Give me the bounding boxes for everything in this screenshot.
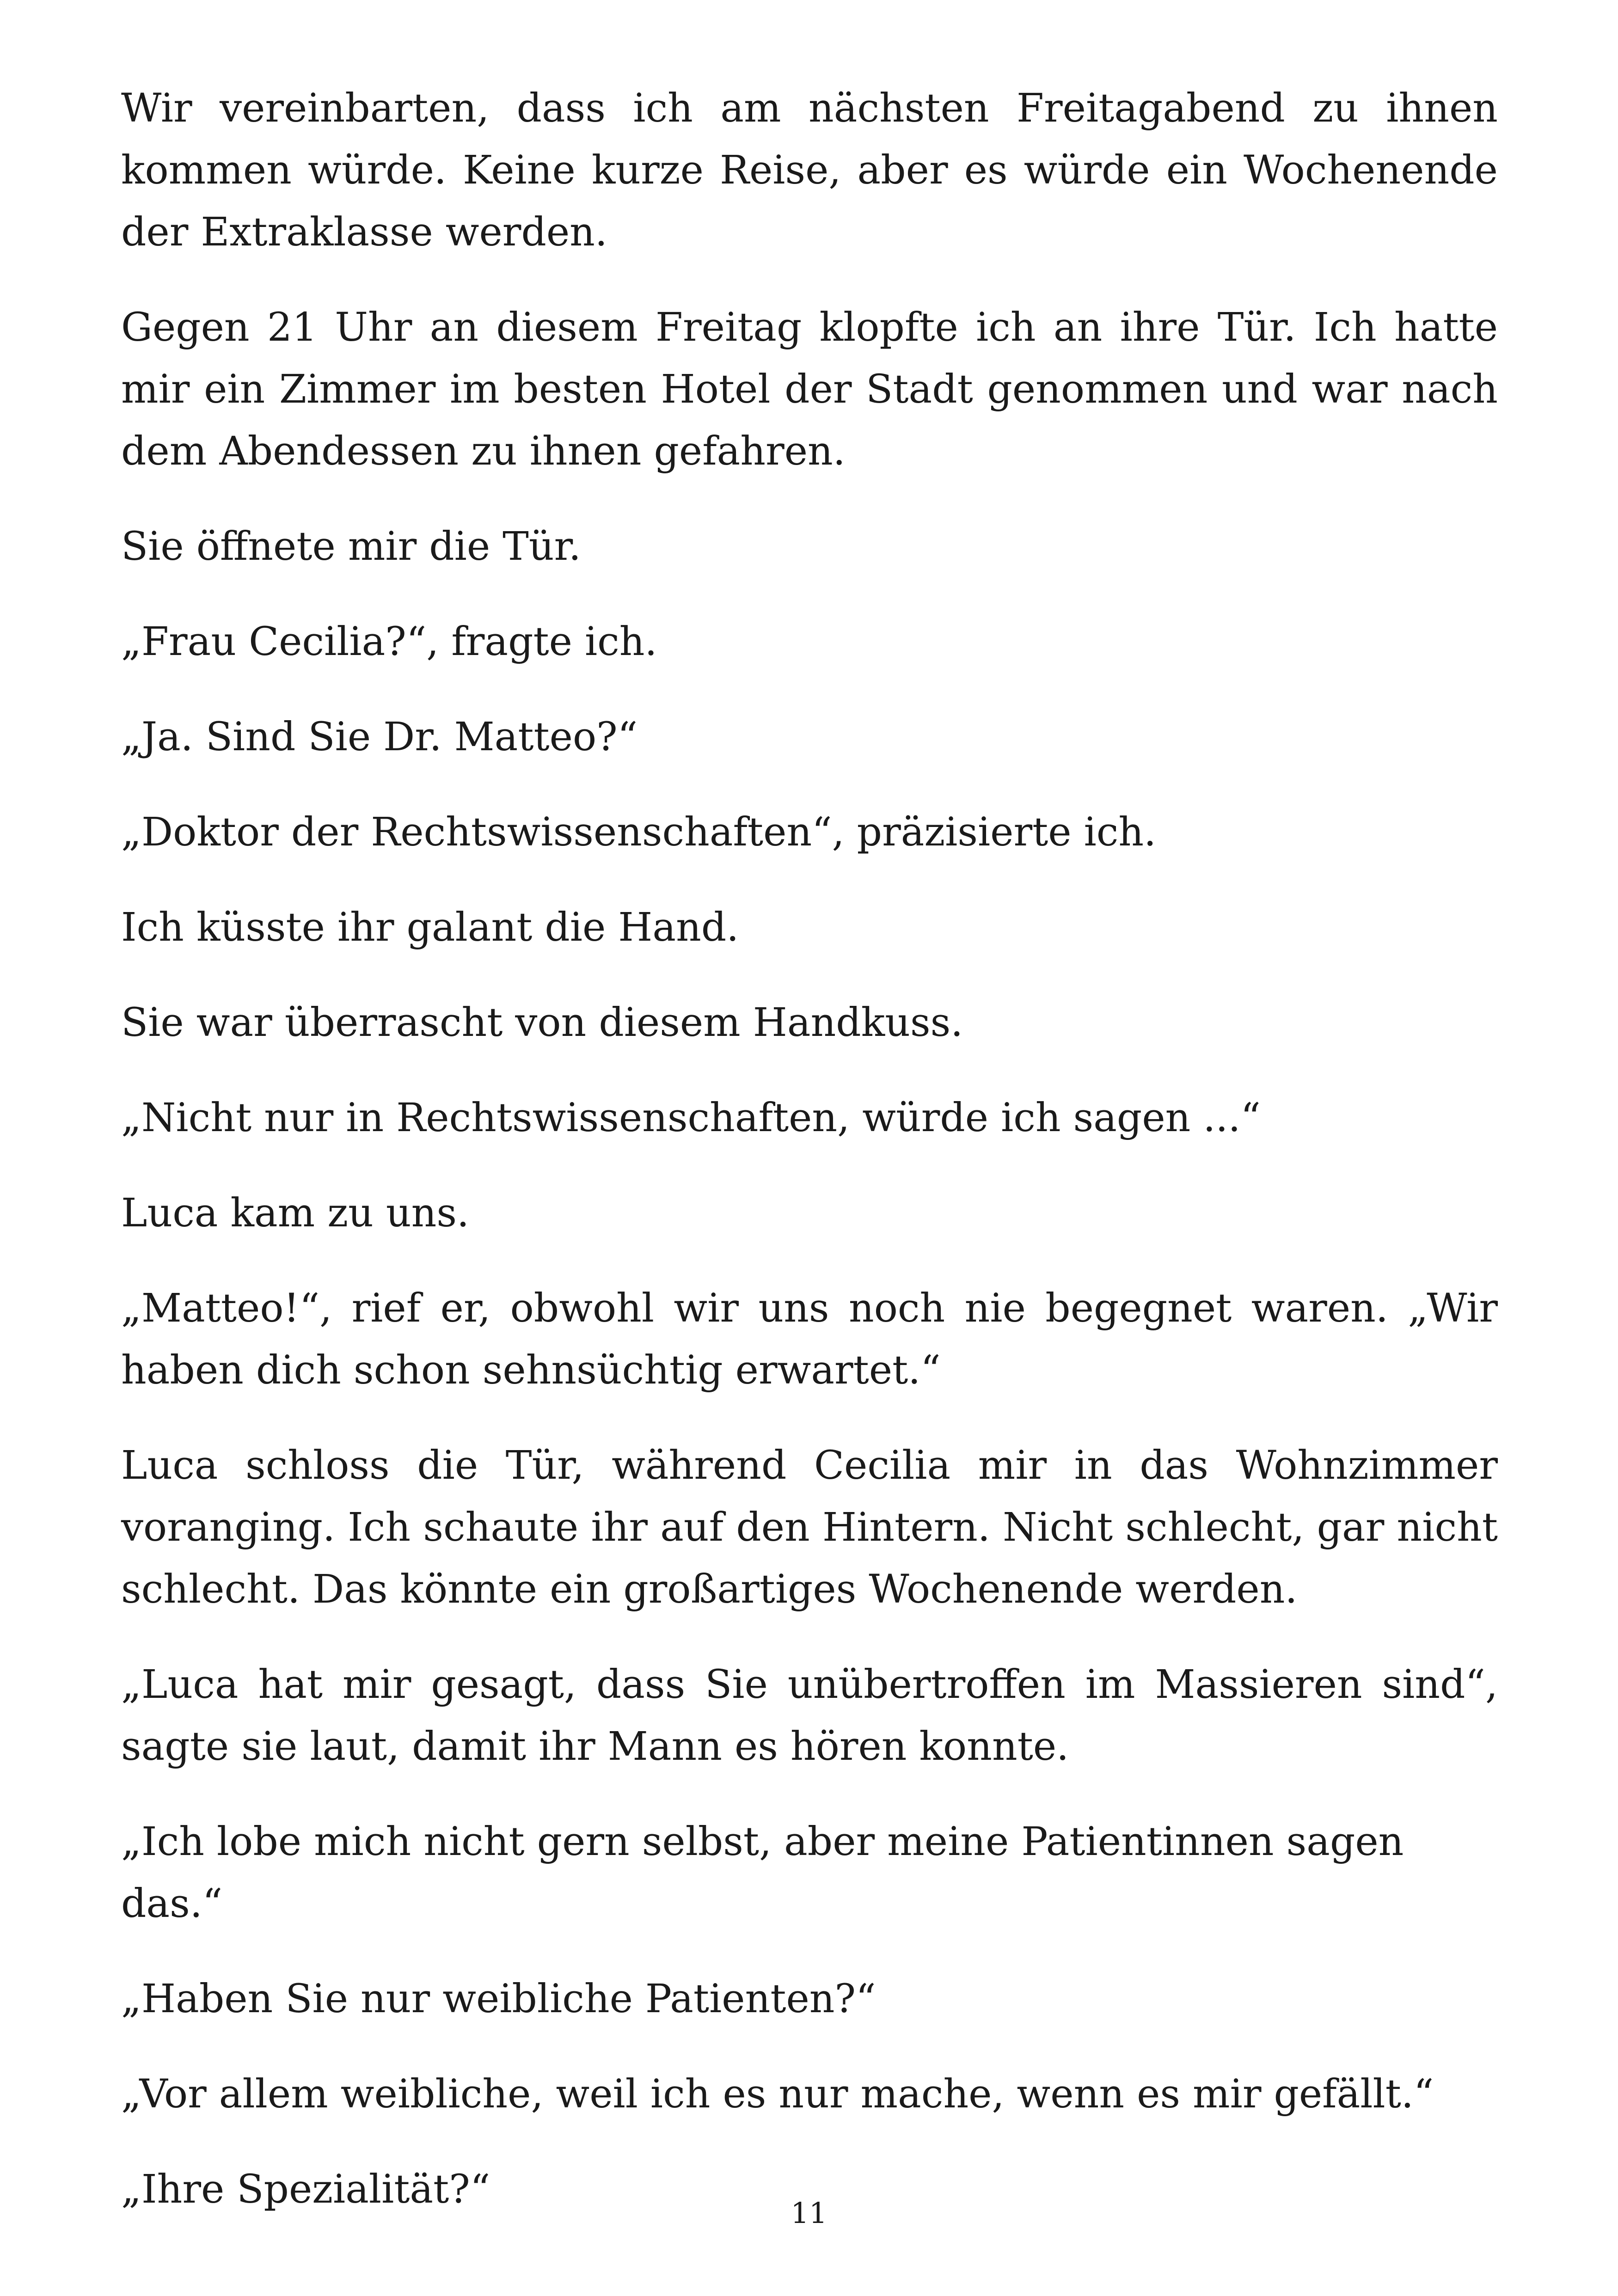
paragraph: Luca kam zu uns. — [121, 1190, 469, 1236]
paragraph: „Ja. Sind Sie Dr. Matteo?“ — [121, 714, 638, 760]
paragraph: Luca schloss die Tür, während Cecilia mir in das Wohnzimmer voranging. Ich schaute ihr auf den Hintern. Nicht schlecht, gar nicht schlecht. Das könnte ein großartiges Wochenende werden. — [121, 1443, 1498, 1612]
paragraph: „Luca hat mir gesagt, dass Sie unübertroffen im Massieren sind“, sagte sie laut, damit ihr Mann es hören konnte. — [121, 1662, 1498, 1769]
paragraph: „Matteo!“, rief er, obwohl wir uns noch nie begegnet waren. „Wir haben dich schon sehnsüchtig erwartet.“ — [121, 1286, 1498, 1393]
paragraph: Ich küsste ihr galant die Hand. — [121, 905, 739, 950]
paragraph: Wir vereinbarten, dass ich am nächsten Freitagabend zu ihnen kommen würde. Keine kurze Reise, aber es würde ein Wochenende der Extraklasse werden. — [121, 86, 1498, 255]
page-number: 11 — [791, 2196, 827, 2230]
paragraph: „Vor allem weibliche, weil ich es nur mache, wenn es mir gefällt.“ — [121, 2071, 1434, 2117]
paragraph: Sie war überrascht von diesem Handkuss. — [121, 1000, 963, 1046]
paragraph: „Ihre Spezialität?“ — [121, 2167, 490, 2212]
paragraph: „Ich lobe mich nicht gern selbst, aber meine Patientinnen sagen das.“ — [121, 1819, 1404, 1927]
paragraph: „Frau Cecilia?“, fragte ich. — [121, 619, 657, 665]
paragraph: „Haben Sie nur weibliche Patienten?“ — [121, 1976, 876, 2022]
paragraph: „Doktor der Rechtswissenschaften“, präzisierte ich. — [121, 809, 1157, 855]
paragraph: Gegen 21 Uhr an diesem Freitag klopfte ich an ihre Tür. Ich hatte mir ein Zimmer im besten Hotel der Stadt genommen und war nach dem Abendessen zu ihnen gefahren. — [121, 305, 1498, 474]
paragraph: „Nicht nur in Rechtswissenschaften, würde ich sagen ...“ — [121, 1095, 1261, 1141]
paragraph: Sie öffnete mir die Tür. — [121, 524, 581, 569]
body-text — [121, 78, 1498, 2254]
